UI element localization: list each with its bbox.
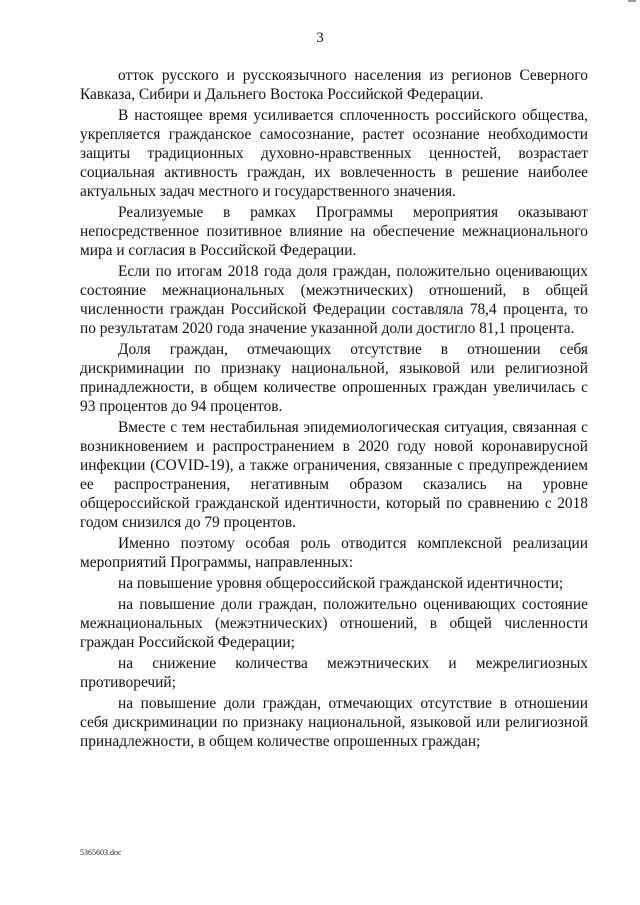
- paragraph-4: Если по итогам 2018 года доля граждан, положительно оценивающих состояние межнациональных (межэтнических) отношений, в общей численности граждан Российской Федерации составляла 78,4 процента, то по результатам 2020 года значение указанной доли достигло 81,1 процента.: [80, 263, 588, 337]
- list-item-2: на повышение доли граждан, положительно оценивающих состояние межнациональных (межэтнических) отношений, в общей численности граждан Российской Федерации;: [80, 596, 588, 651]
- paragraph-2: В настоящее время усиливается сплоченность российского общества, укрепляется гражданское самосознание, растет осознание необходимости защиты традиционных духовно-нравственных ценностей, возрастает социальная активность граждан, их вовлеченность в решение наиболее актуальных задач местного и государственного значения.: [80, 107, 588, 200]
- paragraph-3: Реализуемые в рамках Программы мероприятия оказывают непосредственное позитивное влияние на обеспечение межнационального мира и согласия в Российской Федерации.: [80, 204, 588, 259]
- page-number: 3: [316, 30, 324, 46]
- list-item-4: на повышение доли граждан, отмечающих отсутствие в отношении себя дискриминации по признаку национальной, языковой или религиозной принадлежности, в общем количестве опрошенных граждан;: [80, 695, 588, 750]
- scan-artifact: [628, 0, 636, 2]
- paragraph-1: отток русского и русскоязычного населения из регионов Северного Кавказа, Сибири и Дальнего Востока Российской Федерации.: [80, 67, 588, 103]
- document-code: 5365603.doc: [80, 848, 122, 857]
- list-item-3: на снижение количества межэтнических и межрелигиозных противоречий;: [80, 655, 588, 691]
- list-item-1: на повышение уровня общероссийской гражданской идентичности;: [118, 575, 564, 592]
- document-body: [80, 66, 588, 753]
- paragraph-7: Именно поэтому особая роль отводится комплексной реализации мероприятий Программы, направленных:: [80, 535, 588, 571]
- paragraph-6: Вместе с тем нестабильная эпидемиологическая ситуация, связанная с возникновением и распространением в 2020 году новой коронавирусной инфекции (COVID-19), а также ограничения, связанные с предупреждением ее распространения, негативным образом сказались на уровне общероссийской гражданской идентичности, который по сравнению с 2018 годом снизился до 79 процентов.: [80, 419, 588, 531]
- paragraph-5: Доля граждан, отмечающих отсутствие в отношении себя дискриминации по признаку национальной, языковой или религиозной принадлежности, в общем количестве опрошенных граждан увеличилась с 93 процентов до 94 процентов.: [80, 341, 588, 415]
